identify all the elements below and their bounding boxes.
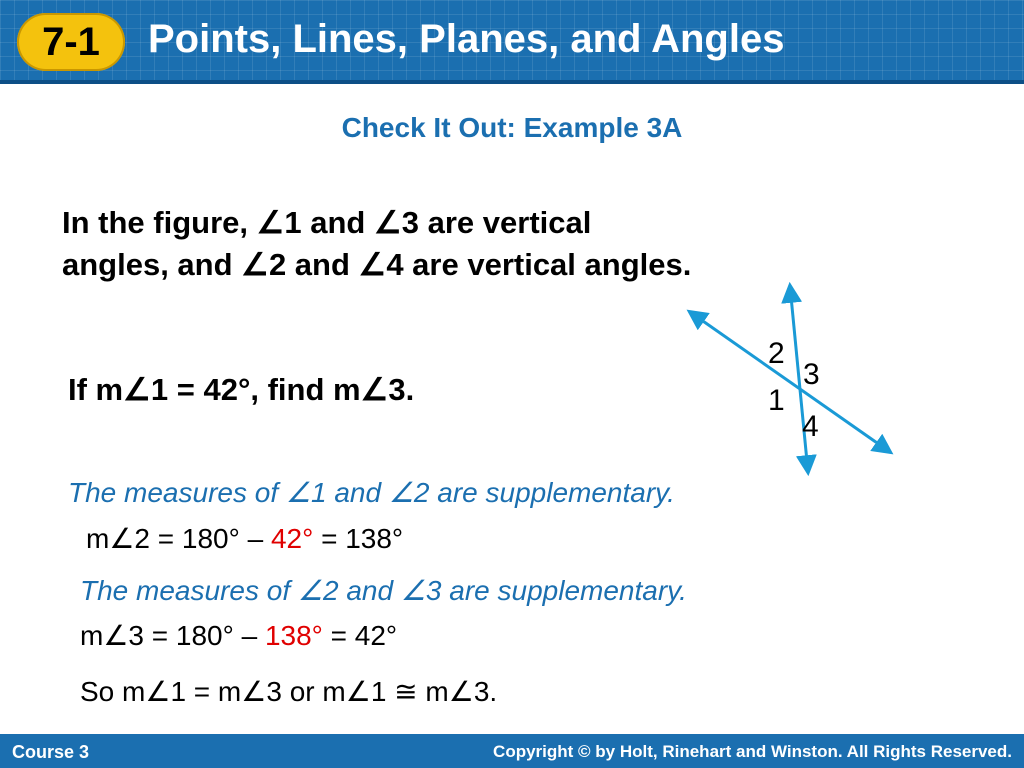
slide-header (0, 0, 1024, 84)
equation-1-start: m∠2 = 180° – (86, 523, 271, 554)
equation-1-end: = 138° (313, 523, 404, 554)
supplementary-note-2: The measures of ∠2 and ∠3 are supplementary. (80, 575, 687, 606)
angle-label-4: 4 (802, 410, 819, 443)
conclusion-text: So m∠1 = m∠3 or m∠1 ≅ m∠3. (80, 676, 498, 707)
question-text: If m∠1 = 42°, find m∠3. (68, 372, 415, 407)
copyright-text: Copyright © by Holt, Rinehart and Winston. All Rights Reserved. (493, 742, 1012, 761)
slide-footer (0, 734, 1024, 768)
equation-2-highlight: 138° (264, 620, 323, 651)
supplementary-note-1: The measures of ∠1 and ∠2 are supplementary. (68, 477, 675, 508)
equation-2-end: = 42° (322, 620, 398, 651)
course-label: Course 3 (12, 742, 90, 762)
angle-label-1: 1 (768, 384, 785, 417)
equation-1-highlight: 42° (270, 523, 314, 554)
intro-text (62, 202, 942, 286)
equation-2-start: m∠3 = 180° – (80, 620, 265, 651)
angle-label-3: 3 (803, 358, 820, 391)
intro-line-2: angles, and ∠2 and ∠4 are vertical angles. (62, 247, 692, 282)
equation-1 (86, 522, 403, 555)
vertical-angles-figure (680, 280, 910, 480)
example-subtitle: Check It Out: Example 3A (341, 112, 683, 143)
slide-title: Points, Lines, Planes, and Angles (148, 17, 785, 61)
equation-2 (80, 619, 397, 652)
angle-label-2: 2 (768, 337, 785, 370)
intro-line-1: In the figure, ∠1 and ∠3 are vertical (62, 205, 592, 240)
lesson-number: 7-1 (42, 20, 100, 64)
lesson-badge (17, 13, 125, 71)
header-divider (0, 80, 1024, 84)
transversal-line-a (690, 312, 890, 452)
